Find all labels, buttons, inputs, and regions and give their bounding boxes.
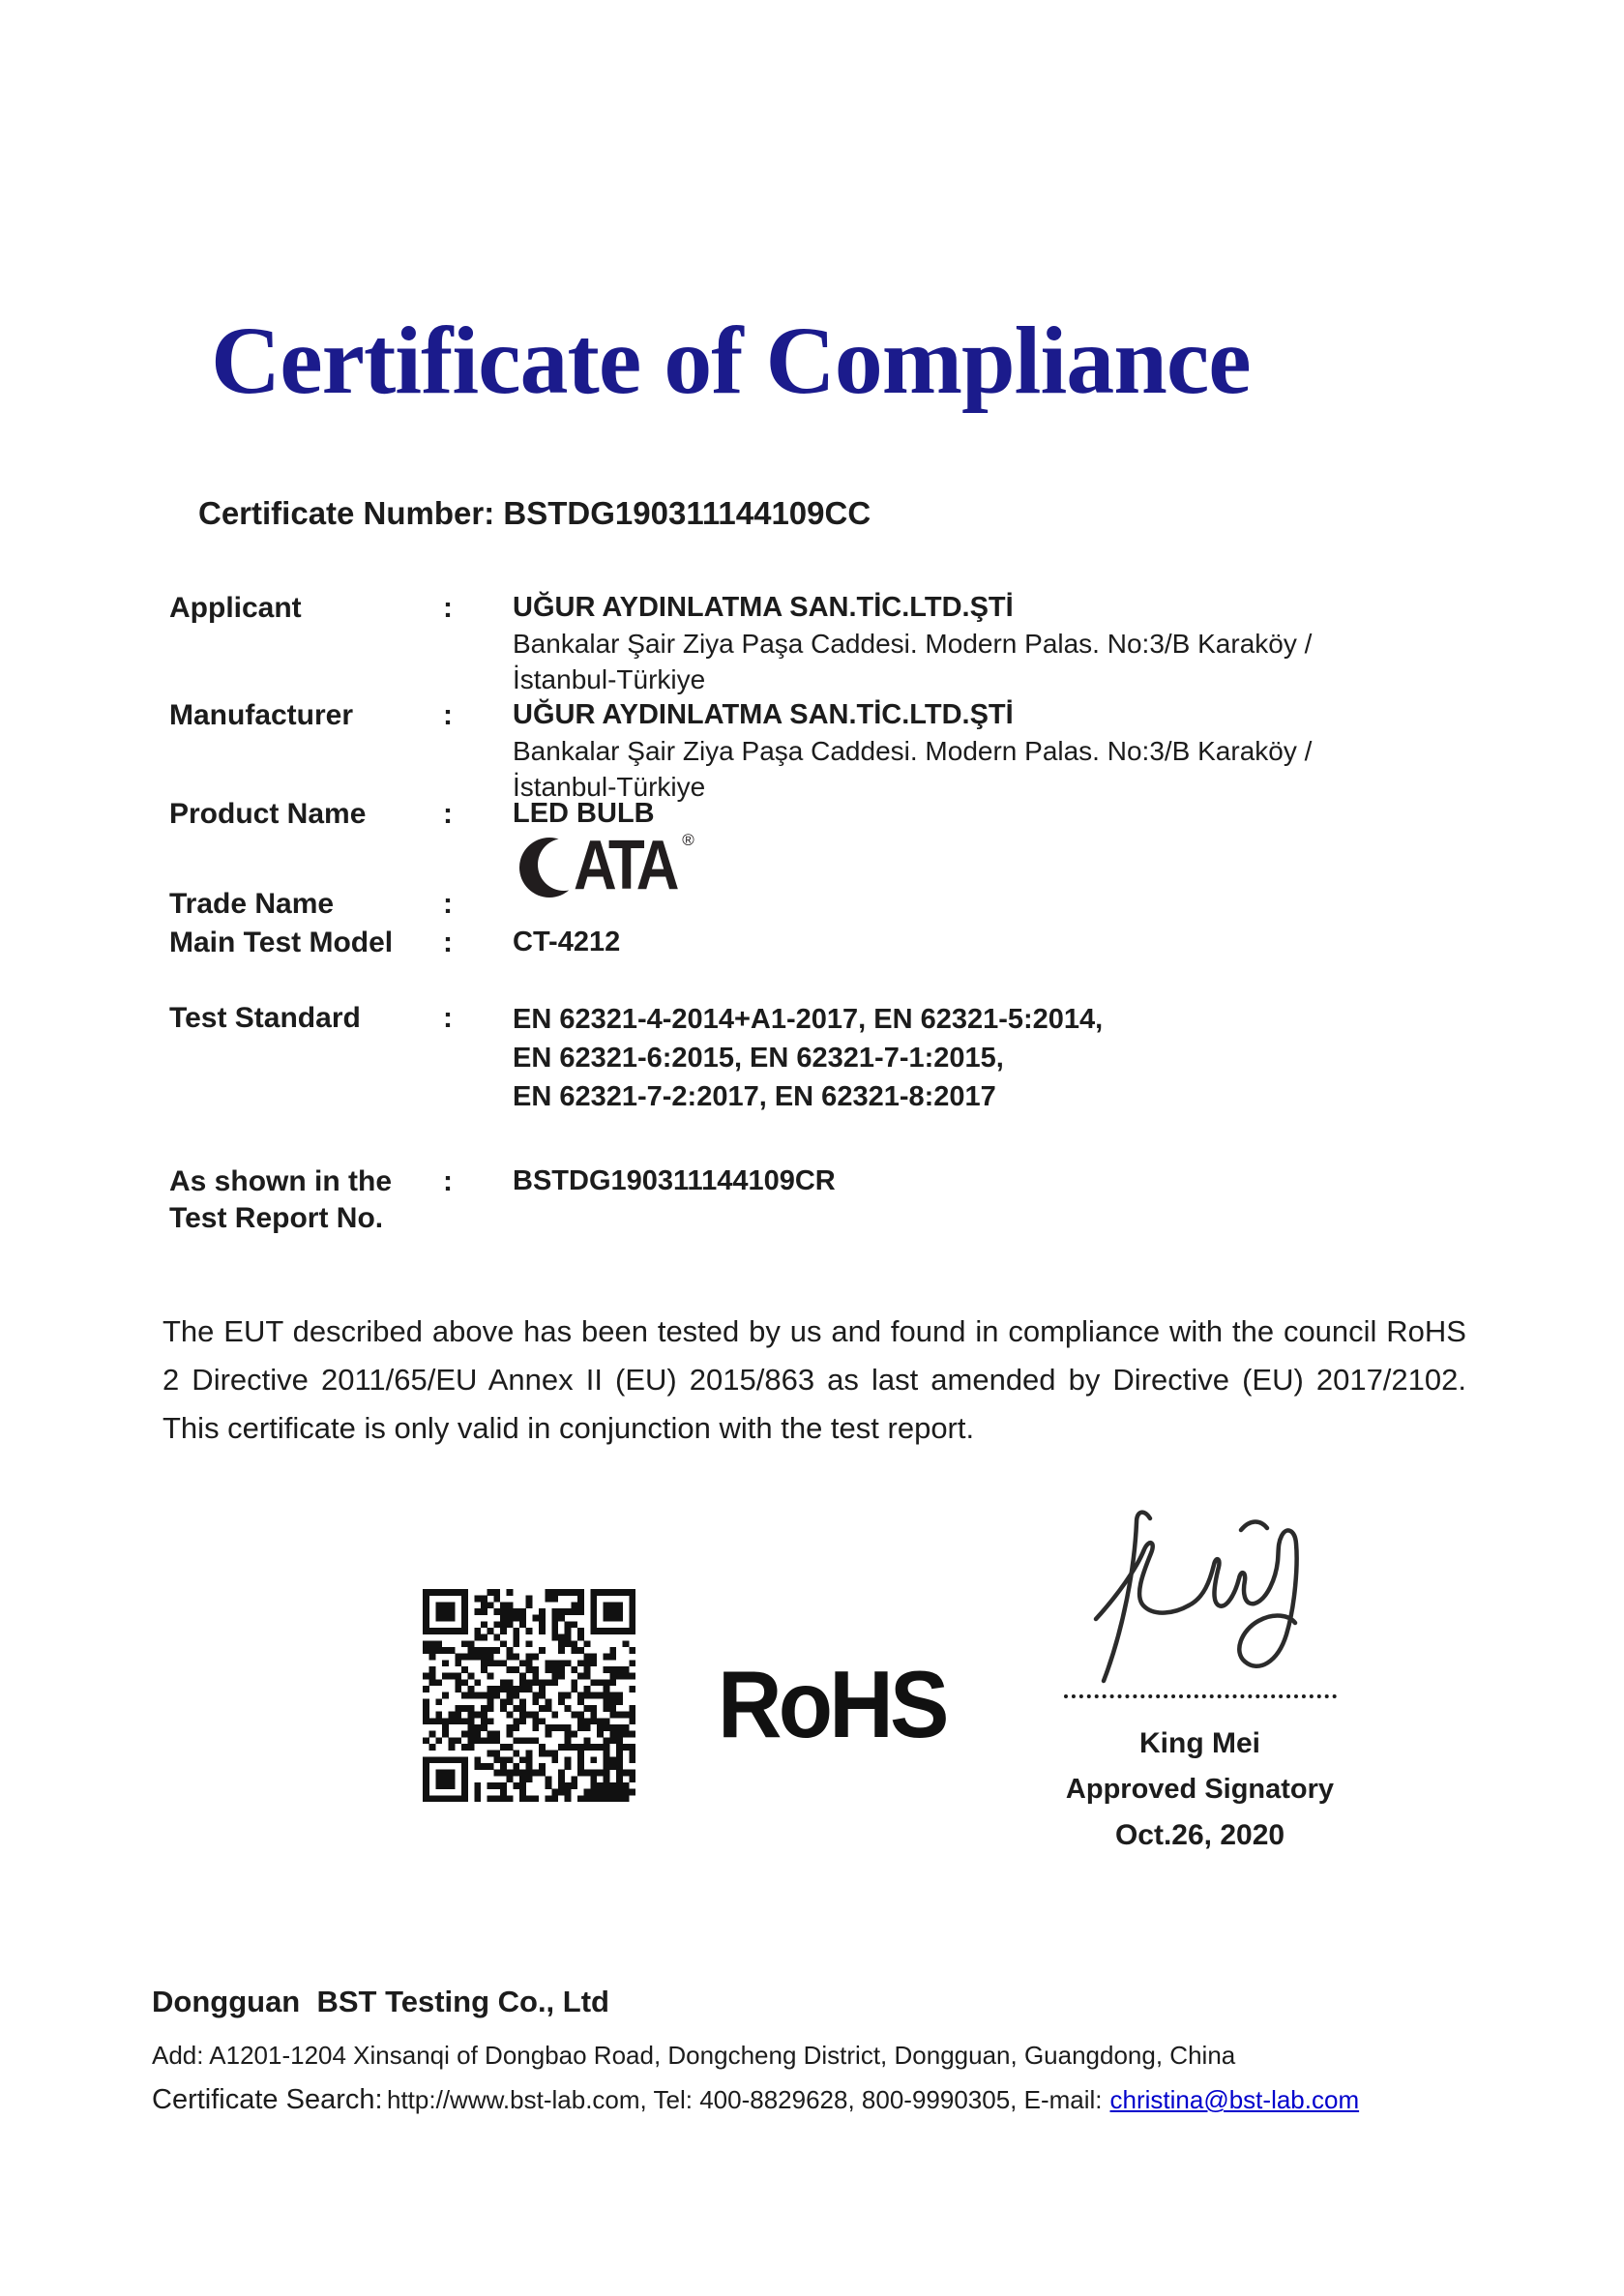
test-standard-colon: : — [443, 1002, 453, 1034]
product-name-colon: : — [443, 798, 453, 830]
manufacturer-value — [513, 697, 1485, 805]
lab-address: Add: A1201-1204 Xinsanqi of Dongbao Road, Dongcheng District, Dongguan, Guangdong, China — [152, 2041, 1236, 2070]
certificate-number-label: Certificate Number: — [198, 495, 495, 531]
signature-date: Oct.26, 2020 — [1114, 1819, 1285, 1851]
qr-code — [423, 1589, 635, 1802]
signature-dotted-line — [1064, 1694, 1337, 1698]
applicant-address-line1: Bankalar Şair Ziya Paşa Caddesi. Modern Palas. No:3/B Karaköy / — [513, 629, 1313, 659]
manufacturer-colon: : — [443, 699, 453, 731]
row-manufacturer — [169, 697, 1485, 805]
main-test-model-colon: : — [443, 927, 453, 958]
row-main-test-model — [169, 925, 1485, 960]
signature-block — [1048, 1505, 1352, 1852]
handwritten-signature — [1075, 1505, 1326, 1691]
manufacturer-address-line2: İstanbul-Türkiye — [513, 772, 706, 802]
signatory-name: King Mei — [1139, 1727, 1260, 1759]
row-test-report — [169, 1163, 1485, 1237]
test-report-label — [169, 1163, 443, 1237]
certificate-search-line — [152, 2084, 1359, 2116]
main-test-model-value: CT-4212 — [513, 927, 621, 957]
row-test-standard — [169, 1000, 1485, 1116]
test-standard-value — [513, 1000, 1485, 1116]
test-standard-line3: EN 62321-7-2:2017, EN 62321-8:2017 — [513, 1081, 996, 1112]
applicant-name: UĞUR AYDINLATMA SAN.TİC.LTD.ŞTİ — [513, 592, 1014, 623]
test-report-label-line1: As shown in the — [169, 1165, 393, 1197]
row-product-name — [169, 796, 1485, 832]
signatory-role: Approved Signatory — [1065, 1774, 1335, 1805]
product-name-value: LED BULB — [513, 798, 655, 829]
manufacturer-address-line1: Bankalar Şair Ziya Paşa Caddesi. Modern Palas. No:3/B Karaköy / — [513, 736, 1313, 766]
compliance-statement: The EUT described above has been tested by us and found in compliance with the council RoHS 2 Directive 2011/65/EU Annex II (EU) 2015/863 as last amended by Directive (EU) 2017/2102. This certificate is only valid in conjunction with the test report. — [162, 1314, 1466, 1445]
product-name-label: Product Name — [169, 798, 367, 830]
lab-contact-text: http://www.bst-lab.com, Tel: 400-8829628, 800-9990305, E-mail: — [387, 2085, 1103, 2114]
certificate-search-label: Certificate Search: — [152, 2084, 383, 2115]
trade-name-colon: : — [443, 888, 453, 920]
test-report-colon: : — [443, 1165, 453, 1197]
page-title: Certificate of Compliance — [211, 307, 1251, 414]
manufacturer-label: Manufacturer — [169, 699, 354, 731]
applicant-label: Applicant — [169, 592, 302, 624]
row-trade-name — [169, 886, 1485, 922]
test-report-label-line2: Test Report No. — [169, 1202, 384, 1234]
certificate-number-value: BSTDG190311144109CC — [503, 495, 871, 531]
cata-logo-letters: ATA — [574, 827, 676, 904]
test-standard-line2: EN 62321-6:2015, EN 62321-7-1:2015, — [513, 1043, 1004, 1074]
certificate-number — [198, 495, 871, 532]
email-link[interactable]: christina@bst-lab.com — [1109, 2085, 1360, 2114]
row-applicant — [169, 590, 1485, 697]
manufacturer-name: UĞUR AYDINLATMA SAN.TİC.LTD.ŞTİ — [513, 699, 1014, 730]
test-standard-line1: EN 62321-4-2014+A1-2017, EN 62321-5:2014, — [513, 1004, 1104, 1035]
registered-trademark-icon: ® — [682, 831, 694, 849]
trade-name-label: Trade Name — [169, 888, 335, 920]
main-test-model-label: Main Test Model — [169, 927, 394, 958]
test-report-value: BSTDG190311144109CR — [513, 1165, 836, 1196]
lab-company-name: Dongguan BST Testing Co., Ltd — [152, 1985, 609, 2018]
applicant-colon: : — [443, 592, 453, 624]
applicant-value — [513, 590, 1485, 697]
test-standard-label: Test Standard — [169, 1002, 361, 1034]
rohs-mark: RoHS — [718, 1651, 946, 1757]
applicant-address-line2: İstanbul-Türkiye — [513, 664, 706, 694]
